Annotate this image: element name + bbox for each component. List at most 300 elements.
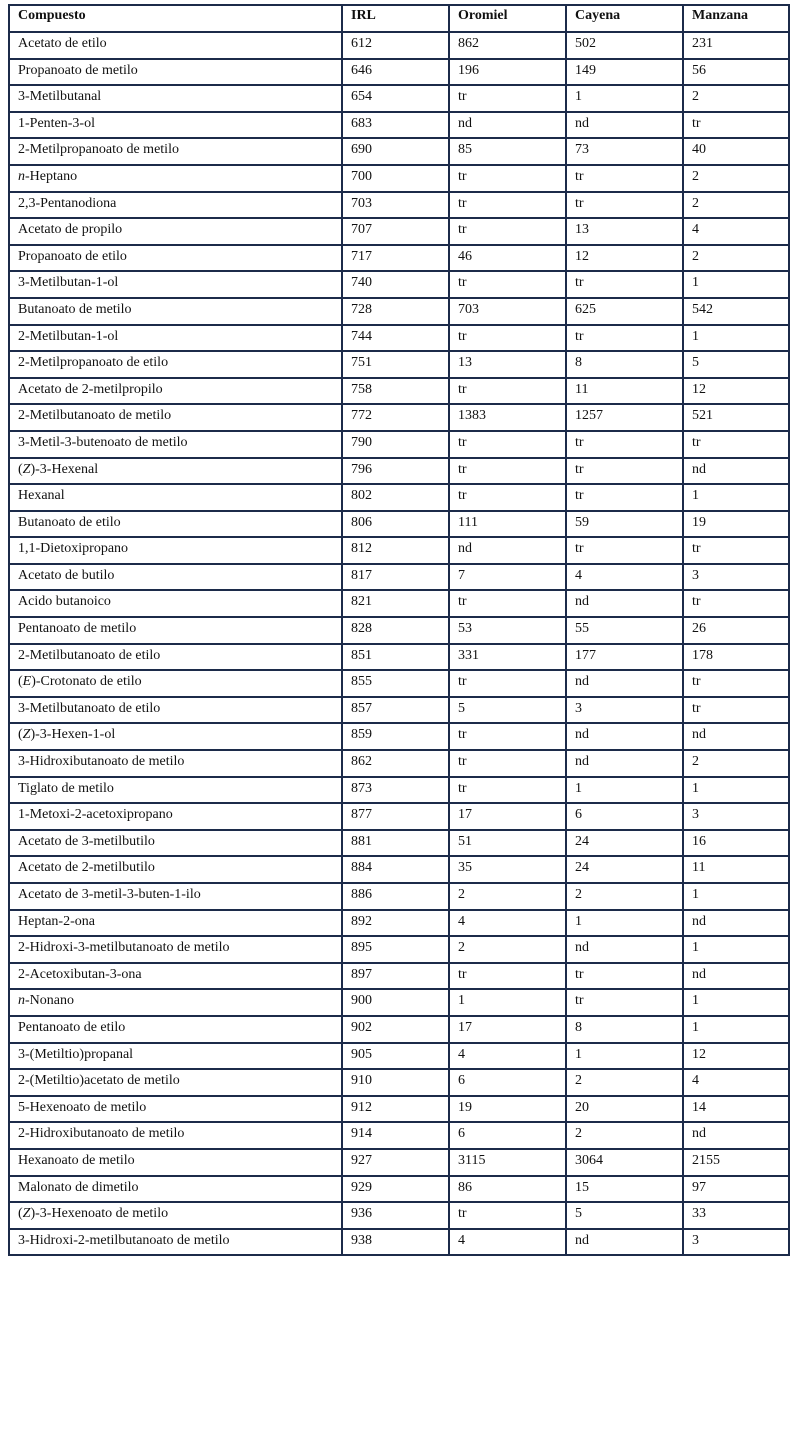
- cell-oromiel: 1383: [449, 404, 566, 431]
- cell-manzana: 1: [683, 883, 789, 910]
- cell-irl: 859: [342, 723, 449, 750]
- table-row: [9, 1096, 789, 1123]
- cell-compuesto: [9, 777, 342, 804]
- cell-compuesto: [9, 883, 342, 910]
- cell-oromiel: 111: [449, 511, 566, 538]
- table-row: [9, 723, 789, 750]
- cell-irl: 646: [342, 59, 449, 86]
- cell-cayena: 1: [566, 777, 683, 804]
- cell-irl: 790: [342, 431, 449, 458]
- cell-compuesto: [9, 723, 342, 750]
- cell-oromiel: 51: [449, 830, 566, 857]
- cell-compuesto: [9, 298, 342, 325]
- cell-manzana: tr: [683, 431, 789, 458]
- cell-manzana: 3: [683, 564, 789, 591]
- cell-irl: 740: [342, 271, 449, 298]
- cell-oromiel: 13: [449, 351, 566, 378]
- cell-oromiel: tr: [449, 670, 566, 697]
- cell-oromiel: 85: [449, 138, 566, 165]
- table-row: [9, 351, 789, 378]
- name-prefix: (: [18, 1206, 23, 1222]
- compound-table-container: [8, 4, 788, 1256]
- cell-manzana: 33: [683, 1202, 789, 1229]
- table-row: [9, 165, 789, 192]
- name-text: Pentanoato de metilo: [18, 621, 137, 637]
- cell-irl: 936: [342, 1202, 449, 1229]
- name-text: 2-Hidroxi-3-metilbutanoato de metilo: [18, 940, 230, 956]
- cell-manzana: 12: [683, 1043, 789, 1070]
- cell-compuesto: [9, 963, 342, 990]
- cell-oromiel: tr: [449, 963, 566, 990]
- cell-manzana: 3: [683, 1229, 789, 1256]
- cell-oromiel: tr: [449, 165, 566, 192]
- table-row: [9, 511, 789, 538]
- cell-oromiel: 17: [449, 1016, 566, 1043]
- cell-cayena: 2: [566, 883, 683, 910]
- cell-oromiel: 19: [449, 1096, 566, 1123]
- cell-cayena: tr: [566, 271, 683, 298]
- table-row: [9, 271, 789, 298]
- cell-cayena: 2: [566, 1069, 683, 1096]
- table-row: [9, 112, 789, 139]
- cell-compuesto: [9, 59, 342, 86]
- cell-compuesto: [9, 989, 342, 1016]
- cell-irl: 703: [342, 192, 449, 219]
- cell-compuesto: [9, 112, 342, 139]
- cell-oromiel: tr: [449, 1202, 566, 1229]
- name-text: )-3-Hexenal: [30, 461, 99, 477]
- cell-oromiel: 2: [449, 936, 566, 963]
- name-text: Acido butanoico: [18, 594, 111, 610]
- table-row: [9, 85, 789, 112]
- cell-compuesto: [9, 1229, 342, 1256]
- cell-compuesto: [9, 351, 342, 378]
- header-manzana: Manzana: [683, 5, 789, 32]
- name-text: Acetato de propilo: [18, 222, 123, 238]
- table-row: [9, 404, 789, 431]
- cell-cayena: 1: [566, 85, 683, 112]
- cell-irl: 700: [342, 165, 449, 192]
- cell-irl: 929: [342, 1176, 449, 1203]
- header-cayena: Cayena: [566, 5, 683, 32]
- cell-manzana: 2: [683, 165, 789, 192]
- cell-cayena: 11: [566, 378, 683, 405]
- name-text: Pentanoato de etilo: [18, 1019, 126, 1035]
- cell-irl: 912: [342, 1096, 449, 1123]
- table-row: [9, 138, 789, 165]
- cell-irl: 744: [342, 325, 449, 352]
- cell-cayena: 8: [566, 1016, 683, 1043]
- cell-manzana: nd: [683, 723, 789, 750]
- cell-cayena: nd: [566, 723, 683, 750]
- cell-irl: 855: [342, 670, 449, 697]
- cell-compuesto: [9, 378, 342, 405]
- cell-oromiel: 6: [449, 1122, 566, 1149]
- table-row: [9, 192, 789, 219]
- cell-cayena: 1: [566, 1043, 683, 1070]
- name-text: 3-Hidroxibutanoato de metilo: [18, 754, 185, 770]
- cell-irl: 821: [342, 590, 449, 617]
- table-header-row: [9, 5, 789, 32]
- cell-cayena: 6: [566, 803, 683, 830]
- cell-oromiel: tr: [449, 378, 566, 405]
- table-row: [9, 856, 789, 883]
- cell-oromiel: tr: [449, 723, 566, 750]
- name-text: Propanoato de metilo: [18, 62, 138, 78]
- name-text: 2-Metilbutanoato de etilo: [18, 647, 161, 663]
- name-text: 3-(Metiltio)propanal: [18, 1046, 134, 1062]
- cell-manzana: 521: [683, 404, 789, 431]
- cell-irl: 902: [342, 1016, 449, 1043]
- cell-compuesto: [9, 484, 342, 511]
- table-row: [9, 750, 789, 777]
- cell-compuesto: [9, 910, 342, 937]
- cell-oromiel: tr: [449, 458, 566, 485]
- cell-oromiel: 2: [449, 883, 566, 910]
- name-text: Acetato de 2-metilpropilo: [18, 381, 163, 397]
- cell-cayena: 1257: [566, 404, 683, 431]
- cell-compuesto: [9, 803, 342, 830]
- cell-irl: 690: [342, 138, 449, 165]
- cell-irl: 862: [342, 750, 449, 777]
- cell-manzana: 5: [683, 351, 789, 378]
- name-text: Malonato de dimetilo: [18, 1179, 139, 1195]
- cell-irl: 817: [342, 564, 449, 591]
- cell-manzana: 2: [683, 85, 789, 112]
- cell-irl: 897: [342, 963, 449, 990]
- table-body: [9, 32, 789, 1255]
- cell-oromiel: 3115: [449, 1149, 566, 1176]
- cell-manzana: nd: [683, 1122, 789, 1149]
- cell-compuesto: [9, 85, 342, 112]
- table-row: [9, 32, 789, 59]
- table-row: [9, 458, 789, 485]
- table-row: [9, 564, 789, 591]
- cell-irl: 895: [342, 936, 449, 963]
- name-italic: Z: [22, 461, 31, 477]
- table-row: [9, 378, 789, 405]
- cell-compuesto: [9, 1149, 342, 1176]
- cell-oromiel: 53: [449, 617, 566, 644]
- cell-cayena: 2: [566, 1122, 683, 1149]
- cell-manzana: 1: [683, 271, 789, 298]
- cell-compuesto: [9, 1043, 342, 1070]
- cell-oromiel: tr: [449, 484, 566, 511]
- cell-oromiel: 35: [449, 856, 566, 883]
- name-text: 3-Metilbutan-1-ol: [18, 275, 119, 291]
- cell-manzana: 2: [683, 192, 789, 219]
- table-row: [9, 697, 789, 724]
- cell-manzana: 3: [683, 803, 789, 830]
- cell-oromiel: 4: [449, 1043, 566, 1070]
- table-row: [9, 777, 789, 804]
- cell-oromiel: 196: [449, 59, 566, 86]
- name-text: 2-Metilpropanoato de metilo: [18, 142, 179, 158]
- name-italic: n: [18, 993, 25, 1009]
- cell-irl: 654: [342, 85, 449, 112]
- cell-compuesto: [9, 750, 342, 777]
- cell-oromiel: nd: [449, 112, 566, 139]
- name-text: 3-Metil-3-butenoato de metilo: [18, 434, 188, 450]
- cell-compuesto: [9, 830, 342, 857]
- cell-manzana: nd: [683, 910, 789, 937]
- cell-cayena: 15: [566, 1176, 683, 1203]
- cell-cayena: 59: [566, 511, 683, 538]
- cell-manzana: 19: [683, 511, 789, 538]
- cell-cayena: 24: [566, 856, 683, 883]
- cell-manzana: 1: [683, 325, 789, 352]
- name-text: Tiglato de metilo: [18, 780, 114, 796]
- table-row: [9, 670, 789, 697]
- cell-compuesto: [9, 1122, 342, 1149]
- table-row: [9, 431, 789, 458]
- table-row: [9, 1176, 789, 1203]
- cell-oromiel: tr: [449, 777, 566, 804]
- cell-manzana: 26: [683, 617, 789, 644]
- cell-irl: 938: [342, 1229, 449, 1256]
- header-compuesto: Compuesto: [9, 5, 342, 32]
- cell-compuesto: [9, 1176, 342, 1203]
- cell-cayena: nd: [566, 112, 683, 139]
- cell-irl: 612: [342, 32, 449, 59]
- table-row: [9, 1043, 789, 1070]
- cell-irl: 802: [342, 484, 449, 511]
- cell-manzana: 40: [683, 138, 789, 165]
- cell-cayena: 12: [566, 245, 683, 272]
- cell-manzana: 1: [683, 484, 789, 511]
- cell-cayena: 73: [566, 138, 683, 165]
- cell-irl: 886: [342, 883, 449, 910]
- cell-cayena: 149: [566, 59, 683, 86]
- cell-cayena: nd: [566, 1229, 683, 1256]
- cell-irl: 751: [342, 351, 449, 378]
- cell-cayena: 13: [566, 218, 683, 245]
- name-text: Propanoato de etilo: [18, 248, 127, 264]
- name-text: 3-Metilbutanoato de etilo: [18, 700, 161, 716]
- cell-manzana: 1: [683, 989, 789, 1016]
- cell-cayena: tr: [566, 192, 683, 219]
- cell-oromiel: 331: [449, 644, 566, 671]
- cell-cayena: 625: [566, 298, 683, 325]
- name-text: 2-Metilbutanoato de metilo: [18, 408, 172, 424]
- cell-cayena: 24: [566, 830, 683, 857]
- header-irl: IRL: [342, 5, 449, 32]
- cell-cayena: tr: [566, 165, 683, 192]
- cell-manzana: 4: [683, 1069, 789, 1096]
- name-text: 1-Penten-3-ol: [18, 115, 95, 131]
- name-prefix: (: [18, 727, 23, 743]
- cell-oromiel: 6: [449, 1069, 566, 1096]
- cell-manzana: 1: [683, 777, 789, 804]
- table-row: [9, 1122, 789, 1149]
- cell-oromiel: tr: [449, 750, 566, 777]
- cell-irl: 910: [342, 1069, 449, 1096]
- table-row: [9, 1069, 789, 1096]
- cell-oromiel: tr: [449, 431, 566, 458]
- name-text: 2-Metilpropanoato de etilo: [18, 355, 169, 371]
- cell-oromiel: tr: [449, 590, 566, 617]
- cell-cayena: 8: [566, 351, 683, 378]
- table-row: [9, 590, 789, 617]
- table-row: [9, 245, 789, 272]
- name-text: )-Crotonato de etilo: [31, 674, 142, 690]
- cell-cayena: 3064: [566, 1149, 683, 1176]
- table-row: [9, 963, 789, 990]
- cell-compuesto: [9, 218, 342, 245]
- cell-cayena: tr: [566, 431, 683, 458]
- name-text: Butanoato de etilo: [18, 514, 121, 530]
- cell-compuesto: [9, 1096, 342, 1123]
- name-text: Acetato de etilo: [18, 36, 107, 51]
- table-row: [9, 617, 789, 644]
- cell-irl: 717: [342, 245, 449, 272]
- cell-irl: 884: [342, 856, 449, 883]
- name-text: 1-Metoxi-2-acetoxipropano: [18, 807, 173, 823]
- table-row: [9, 298, 789, 325]
- table-row: [9, 883, 789, 910]
- name-text: -Nonano: [25, 993, 74, 1009]
- table-row: [9, 1229, 789, 1256]
- cell-compuesto: [9, 537, 342, 564]
- cell-manzana: 1: [683, 936, 789, 963]
- name-italic: Z: [22, 1206, 31, 1222]
- header-oromiel: Oromiel: [449, 5, 566, 32]
- cell-cayena: 55: [566, 617, 683, 644]
- name-italic: Z: [22, 727, 31, 743]
- cell-irl: 873: [342, 777, 449, 804]
- cell-cayena: 5: [566, 1202, 683, 1229]
- cell-manzana: 14: [683, 1096, 789, 1123]
- cell-oromiel: 17: [449, 803, 566, 830]
- cell-manzana: 12: [683, 378, 789, 405]
- table-row: [9, 325, 789, 352]
- cell-manzana: 16: [683, 830, 789, 857]
- name-text: 2-(Metiltio)acetato de metilo: [18, 1073, 180, 1089]
- cell-compuesto: [9, 458, 342, 485]
- cell-compuesto: [9, 564, 342, 591]
- cell-compuesto: [9, 165, 342, 192]
- cell-cayena: 4: [566, 564, 683, 591]
- cell-manzana: 2155: [683, 1149, 789, 1176]
- cell-oromiel: 1: [449, 989, 566, 1016]
- name-text: 5-Hexenoato de metilo: [18, 1099, 147, 1115]
- cell-cayena: tr: [566, 458, 683, 485]
- name-text: 3-Metilbutanal: [18, 89, 102, 105]
- table-row: [9, 936, 789, 963]
- cell-irl: 851: [342, 644, 449, 671]
- cell-irl: 806: [342, 511, 449, 538]
- cell-irl: 796: [342, 458, 449, 485]
- cell-compuesto: [9, 1202, 342, 1229]
- name-prefix: (: [18, 461, 23, 477]
- cell-irl: 881: [342, 830, 449, 857]
- cell-oromiel: 4: [449, 910, 566, 937]
- cell-cayena: tr: [566, 325, 683, 352]
- cell-irl: 905: [342, 1043, 449, 1070]
- name-italic: n: [18, 168, 25, 184]
- name-text: 1,1-Dietoxipropano: [18, 541, 129, 557]
- cell-irl: 892: [342, 910, 449, 937]
- name-text: 2-Acetoxibutan-3-ona: [18, 966, 142, 982]
- cell-manzana: 542: [683, 298, 789, 325]
- name-text: Butanoato de metilo: [18, 301, 132, 317]
- cell-compuesto: [9, 697, 342, 724]
- cell-compuesto: [9, 138, 342, 165]
- cell-irl: 857: [342, 697, 449, 724]
- cell-manzana: 1: [683, 1016, 789, 1043]
- cell-cayena: nd: [566, 936, 683, 963]
- cell-oromiel: tr: [449, 271, 566, 298]
- name-text: Acetato de 2-metilbutilo: [18, 860, 155, 876]
- cell-manzana: 11: [683, 856, 789, 883]
- cell-cayena: nd: [566, 750, 683, 777]
- table-row: [9, 989, 789, 1016]
- table-row: [9, 59, 789, 86]
- cell-compuesto: [9, 1016, 342, 1043]
- cell-compuesto: [9, 1069, 342, 1096]
- cell-oromiel: 5: [449, 697, 566, 724]
- table-row: [9, 218, 789, 245]
- cell-compuesto: [9, 644, 342, 671]
- cell-manzana: tr: [683, 112, 789, 139]
- table-row: [9, 1016, 789, 1043]
- cell-manzana: tr: [683, 537, 789, 564]
- cell-compuesto: [9, 431, 342, 458]
- cell-cayena: nd: [566, 670, 683, 697]
- cell-manzana: tr: [683, 670, 789, 697]
- cell-manzana: tr: [683, 590, 789, 617]
- cell-manzana: 178: [683, 644, 789, 671]
- cell-irl: 914: [342, 1122, 449, 1149]
- name-prefix: (: [18, 674, 23, 690]
- cell-oromiel: nd: [449, 537, 566, 564]
- table-row: [9, 537, 789, 564]
- cell-compuesto: [9, 325, 342, 352]
- cell-cayena: tr: [566, 963, 683, 990]
- cell-compuesto: [9, 856, 342, 883]
- cell-compuesto: [9, 511, 342, 538]
- table-row: [9, 484, 789, 511]
- cell-irl: 683: [342, 112, 449, 139]
- cell-compuesto: [9, 245, 342, 272]
- cell-oromiel: 46: [449, 245, 566, 272]
- cell-compuesto: [9, 617, 342, 644]
- cell-compuesto: [9, 271, 342, 298]
- name-text: Acetato de 3-metilbutilo: [18, 833, 155, 849]
- cell-irl: 900: [342, 989, 449, 1016]
- cell-irl: 812: [342, 537, 449, 564]
- table-row: [9, 830, 789, 857]
- name-text: 2,3-Pentanodiona: [18, 195, 117, 211]
- cell-manzana: 2: [683, 750, 789, 777]
- cell-irl: 728: [342, 298, 449, 325]
- name-text: Heptan-2-ona: [18, 913, 95, 929]
- compound-table: [8, 4, 790, 1256]
- cell-manzana: nd: [683, 963, 789, 990]
- cell-oromiel: tr: [449, 85, 566, 112]
- cell-manzana: 231: [683, 32, 789, 59]
- name-text: Acetato de butilo: [18, 567, 115, 583]
- cell-cayena: tr: [566, 484, 683, 511]
- cell-oromiel: tr: [449, 218, 566, 245]
- name-text: )-3-Hexen-1-ol: [30, 727, 116, 743]
- table-row: [9, 1202, 789, 1229]
- cell-cayena: 3: [566, 697, 683, 724]
- cell-compuesto: [9, 32, 342, 59]
- cell-manzana: nd: [683, 458, 789, 485]
- table-row: [9, 803, 789, 830]
- cell-cayena: tr: [566, 989, 683, 1016]
